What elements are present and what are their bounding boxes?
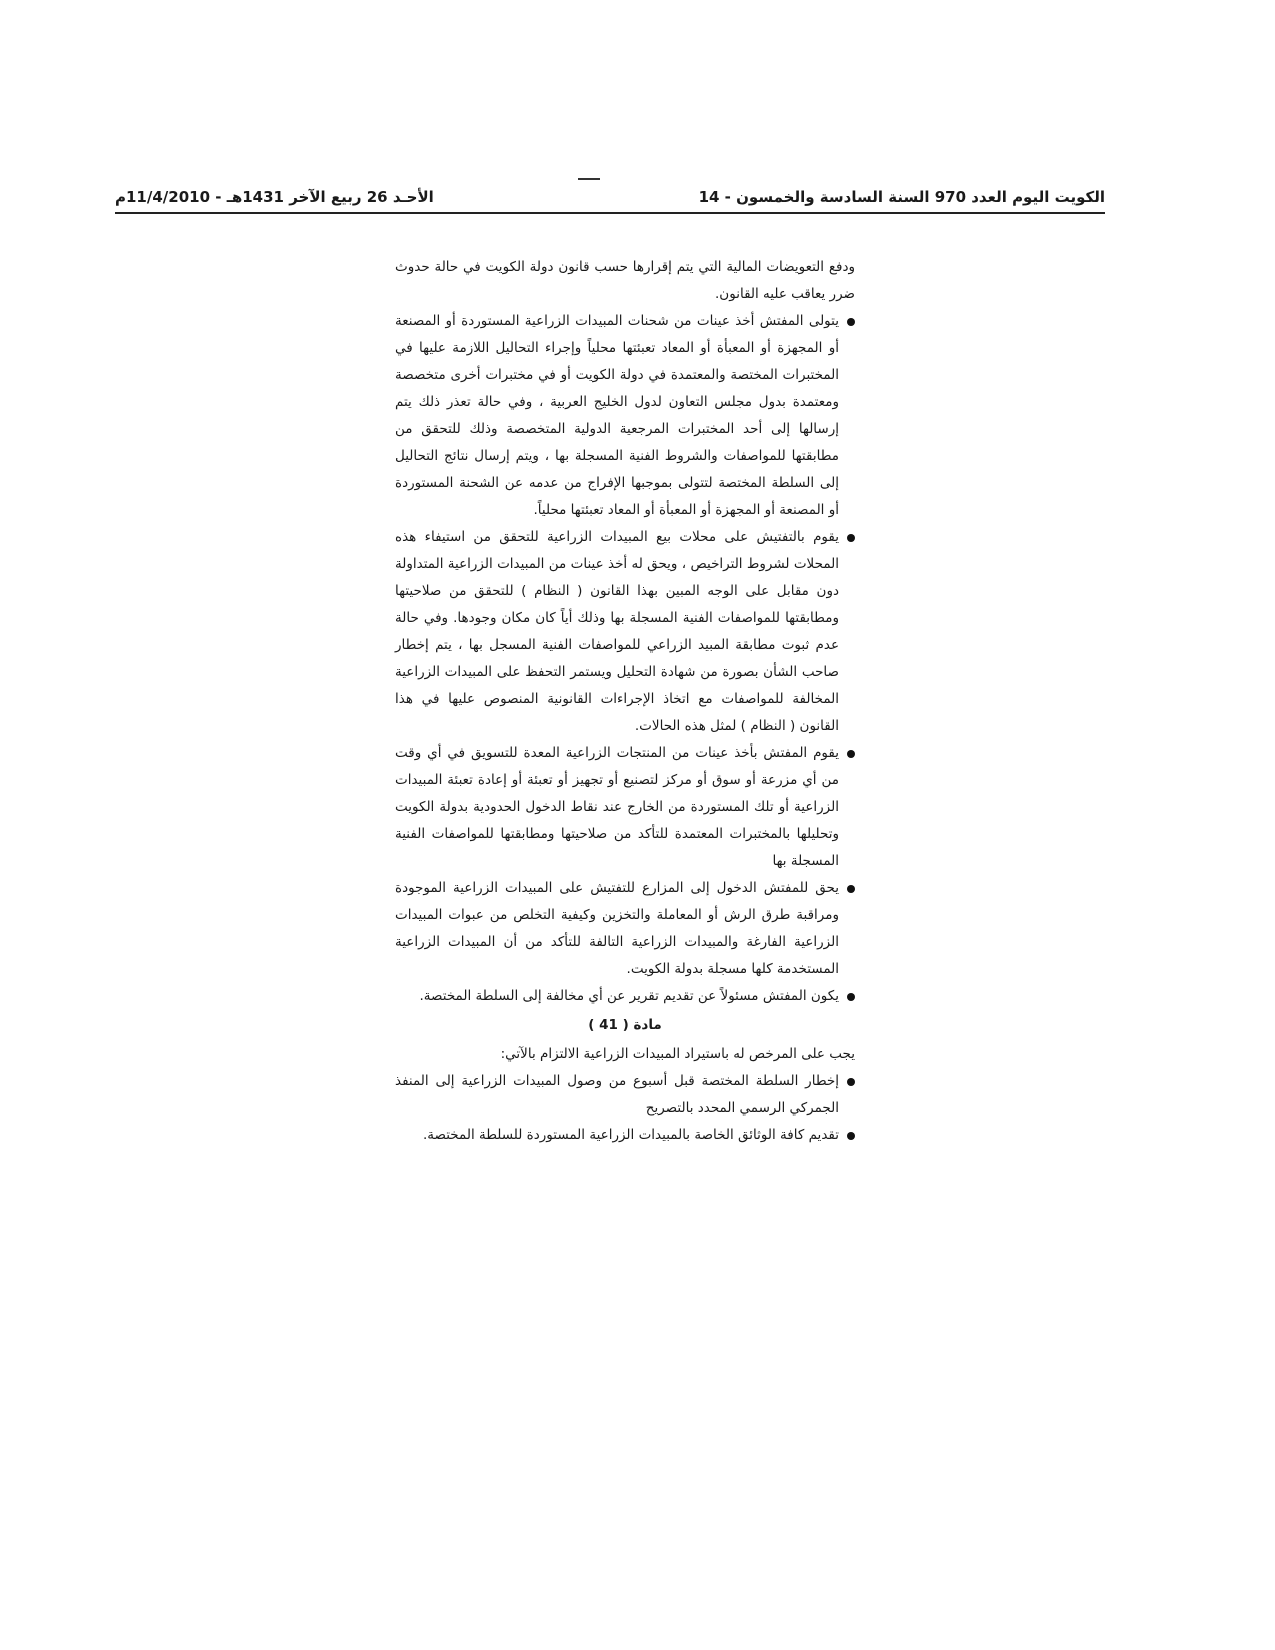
bullet-icon: [847, 1078, 855, 1086]
list-item: [395, 524, 855, 740]
list-item-text: يقوم المفتش بأخذ عينات من المنتجات الزراعية المعدة للتسويق في أي وقت من أي مزرعة أو سوق أو مركز لتصنيع أو تجهيز أو تعبئة أو إعادة تعبئة المبيدات الزراعية أو تلك المستوردة من الخارج عند نقاط الدخول الحدودية بدولة الكويت وتحليلها بالمختبرات المعتمدة للتأكد من صلاحيتها ومطابقتها للمواصفات الفنية المسجلة بها: [395, 745, 839, 869]
bullet-icon: [847, 993, 855, 1001]
list-item-text: إخطار السلطة المختصة قبل أسبوع من وصول المبيدات الزراعية إلى المنفذ الجمركي الرسمي المحدد بالتصريح: [395, 1073, 839, 1116]
top-mark: [578, 178, 600, 180]
bullet-icon: [847, 534, 855, 542]
header-publication-info: الكويت اليوم العدد 970 السنة السادسة والخمسون - 14: [698, 188, 1105, 206]
list-item: [395, 308, 855, 524]
article-heading: مادة ( 41 ): [588, 1017, 662, 1033]
list-item: [395, 875, 855, 983]
header-date: الأحـد 26 ربيع الآخر 1431هـ - 11/4/2010م: [115, 188, 434, 206]
intro-paragraph: ودفع التعويضات المالية التي يتم إقرارها حسب قانون دولة الكويت في حالة حدوث ضرر يعاقب عليه القانون.: [395, 259, 855, 302]
list-item-text: يحق للمفتش الدخول إلى المزارع للتفتيش على المبيدات الزراعية الموجودة ومراقبة طرق الرش أو المعاملة والتخزين وكيفية التخلص من عبوات المبيدات الزراعية الفارغة والمبيدات الزراعية التالفة للتأكد من أن المبيدات الزراعية المستخدمة كلها مسجلة بدولة الكويت.: [395, 880, 839, 977]
list-item-text: يتولى المفتش أخذ عينات من شحنات المبيدات الزراعية المستوردة أو المصنعة أو المجهزة أو المعبأة أو المعاد تعبئتها محلياً وإجراء التحاليل اللازمة عليها في المختبرات المختصة والمعتمدة في دولة الكويت أو في مختبرات أخرى متخصصة ومعتمدة بدول مجلس التعاون لدول الخليج العربية ، وفي حالة تعذر ذلك يتم إرسالها إلى أحد المختبرات المرجعية الدولية المتخصصة وذلك للتحقق من مطابقتها للمواصفات والشروط الفنية المسجلة بها ، ويتم إرسال نتائج التحاليل إلى السلطة المختصة لتتولى بموجبها الإفراج من عدمه عن الشحنة المستوردة أو المصنعة أو المجهزة أو المعبأة أو المعاد تعبئتها محلياً.: [395, 313, 839, 518]
list-item: [395, 983, 855, 1010]
bullet-icon: [847, 318, 855, 326]
text-column: [395, 254, 855, 1149]
article-intro: يجب على المرخص له باستيراد المبيدات الزراعية الالتزام بالآتي:: [500, 1046, 855, 1062]
licensee-obligations-list: [395, 1068, 855, 1149]
list-item: [395, 740, 855, 875]
header-divider: [115, 212, 1105, 214]
list-item-text: تقديم كافة الوثائق الخاصة بالمبيدات الزراعية المستوردة للسلطة المختصة.: [423, 1127, 839, 1143]
bullet-icon: [847, 750, 855, 758]
list-item-text: يكون المفتش مسئولاً عن تقديم تقرير عن أي مخالفة إلى السلطة المختصة.: [419, 988, 839, 1004]
list-item: [395, 1122, 855, 1149]
bullet-icon: [847, 885, 855, 893]
list-item: [395, 1068, 855, 1122]
inspector-duties-list: [395, 308, 855, 1010]
bullet-icon: [847, 1132, 855, 1140]
list-item-text: يقوم بالتفتيش على محلات بيع المبيدات الزراعية للتحقق من استيفاء هذه المحلات لشروط التراخيص ، ويحق له أخذ عينات من المبيدات الزراعية المتداولة دون مقابل على الوجه المبين بهذا القانون ( النظام ) للتحقق من صلاحيتها ومطابقتها للمواصفات الفنية المسجلة بها وذلك أياً كان مكان وجودها. وفي حالة عدم ثبوت مطابقة المبيد الزراعي للمواصفات الفنية المسجل بها ، يتم إخطار صاحب الشأن بصورة من شهادة التحليل ويستمر التحفظ على المبيدات الزراعية المخالفة للمواصفات مع اتخاذ الإجراءات القانونية المنصوص عليها في هذا القانون ( النظام ) لمثل هذه الحالات.: [395, 529, 839, 734]
